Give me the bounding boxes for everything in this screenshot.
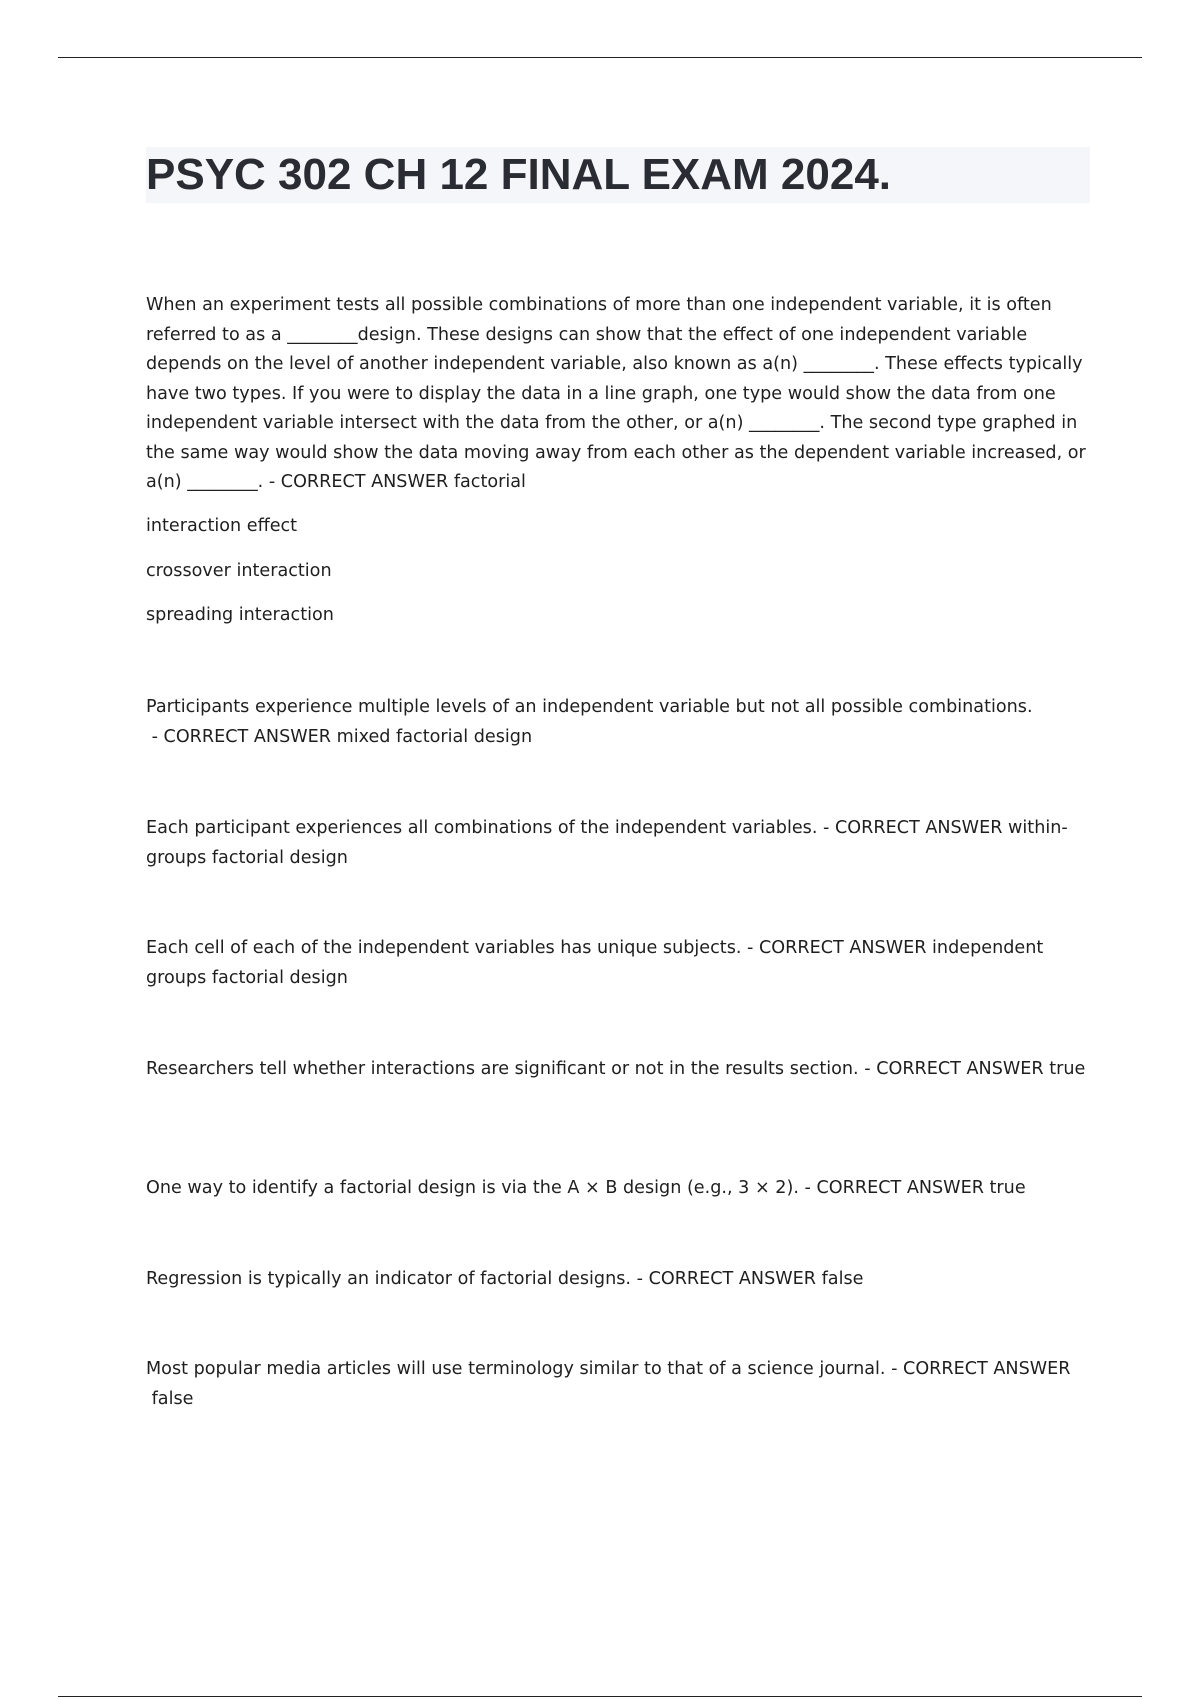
qa-item-4: Each cell of each of the independent variables has unique subjects. - CORRECT ANSWER independent groups factorial design (146, 938, 1044, 988)
answer-label: CORRECT ANSWER (816, 1178, 984, 1198)
qa-item-6: One way to identify a factorial design is via the A × B design (e.g., 3 × 2). - CORRECT ANSWER true (146, 1178, 1026, 1198)
question-text: Participants experience multiple levels of an independent variable but not all possible combinations. (146, 697, 1033, 717)
qa-item-8: Most popular media articles will use terminology similar to that of a science journal. - CORRECT ANSWER false (146, 1359, 1071, 1409)
answer-text: within-groups factorial design (146, 818, 1068, 868)
question-text: Each participant experiences all combinations of the independent variables. (146, 818, 818, 838)
question-text: When an experiment tests all possible combinations of more than one independent variable, it is often referred to as a ________design. These designs can show that the effect of one independent variable depends on the level of another independent variable, also known as a(n) ________. These effects typically have two types. If you were to display the data in a line graph, one type would show the data from one independent variable intersect with the data from the other, or a(n) ________. The second type graphed in the same way would show the data moving away from each other as the dependent variable increased, or a(n) ________. (146, 295, 1086, 492)
question-text: Regression is typically an indicator of factorial designs. (146, 1269, 632, 1289)
bottom-divider (58, 1696, 1142, 1697)
qa-item-7: Regression is typically an indicator of factorial designs. - CORRECT ANSWER false (146, 1269, 864, 1289)
qa-item-1: When an experiment tests all possible combinations of more than one independent variable, it is often referred to as a ________design. These designs can show that the effect of one independent variable depends on the level of another independent variable, also known as a(n) ________. These effects typically have two types. If you were to display the data in a line graph, one type would show the data from one independent variable intersect with the data from the other, or a(n) ________. The second type graphed in the same way would show the data moving away from each other as the dependent variable increased, or a(n) ________. - CORRECT ANSWER factorial (146, 295, 1086, 492)
answer-label: CORRECT ANSWER (648, 1269, 816, 1289)
question-text: Most popular media articles will use terminology similar to that of a science journal. (146, 1359, 886, 1379)
answer-text: false (821, 1269, 864, 1289)
top-divider (58, 57, 1142, 58)
answer-label: CORRECT ANSWER (759, 938, 927, 958)
answer-text: true (989, 1178, 1026, 1198)
question-text: Researchers tell whether interactions are significant or not in the results section. (146, 1059, 859, 1079)
answer-text: factorial (453, 472, 526, 492)
answer-label: CORRECT ANSWER (903, 1359, 1071, 1379)
qa-item-5: Researchers tell whether interactions are significant or not in the results section. - CORRECT ANSWER true (146, 1059, 1086, 1079)
answer-label: CORRECT ANSWER (163, 726, 331, 747)
answer-label: CORRECT ANSWER (280, 472, 449, 492)
answer-label: CORRECT ANSWER (835, 818, 1003, 838)
page-title: PSYC 302 CH 12 FINAL EXAM 2024. (146, 150, 892, 199)
question-text: One way to identify a factorial design is via the A × B design (e.g., 3 × 2). (146, 1178, 799, 1198)
qa-item-3: Each participant experiences all combinations of the independent variables. - CORRECT ANSWER within-groups factorial design (146, 818, 1068, 868)
answer-text: independent groups factorial design (146, 938, 1044, 988)
extra-answer-3: spreading interaction (146, 605, 334, 625)
question-text: Each cell of each of the independent variables has unique subjects. (146, 938, 742, 958)
extra-answer-1: interaction effect (146, 516, 298, 536)
answer-text: false (151, 1388, 194, 1409)
extra-answer-2: crossover interaction (146, 561, 332, 581)
qa-item-2: Participants experience multiple levels of an independent variable but not all possible combinations. - CORRECT ANSWER mixed factorial design (146, 697, 1033, 747)
answer-label: CORRECT ANSWER (876, 1059, 1044, 1079)
answer-text: mixed factorial design (336, 726, 533, 747)
answer-text: true (1049, 1059, 1086, 1079)
